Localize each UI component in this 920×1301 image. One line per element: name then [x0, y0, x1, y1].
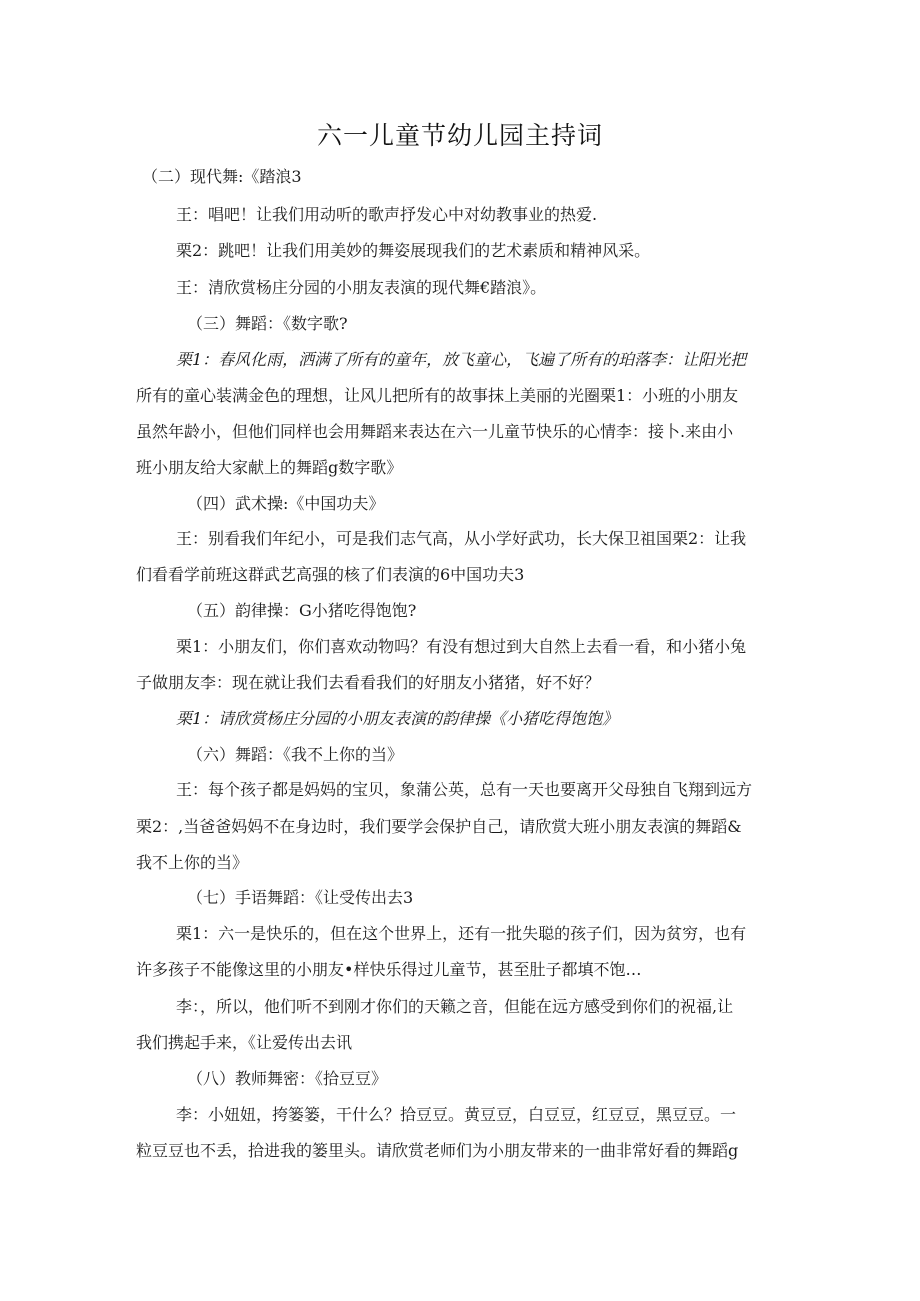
paragraph-line: 李：小妞妞，挎篓篓，干什么？拾豆豆。黄豆豆，白豆豆，红豆豆，黑豆豆。一 — [176, 1105, 737, 1124]
paragraph-line: 们看看学前班这群武艺高强的核了们表演的6中国功夫3 — [136, 565, 525, 584]
section-heading: （六）舞蹈：《我不上你的当》 — [187, 745, 404, 764]
paragraph-line: 我们携起手来，《让爱传出去讯 — [136, 1033, 353, 1052]
paragraph-line: 王：别看我们年纪小，可是我们志气高，从小学好武功，长大保卫祖国栗2：让我 — [176, 529, 747, 548]
paragraph-line: 王：唱吧！让我们用动听的歌声抒发心中对幼教事业的热爱. — [176, 205, 598, 224]
paragraph-line: 粒豆豆也不丢，拾进我的篓里头。请欣赏老师们为小朋友带来的一曲非常好看的舞蹈g — [136, 1141, 739, 1160]
paragraph-line: 虽然年龄小，但他们同样也会用舞蹈来表达在六一儿童节快乐的心情李：接卜.来由小 — [136, 422, 734, 441]
paragraph-line: 栗1：六一是快乐的，但在这个世界上，还有一批失聪的孩子们，因为贫穷，也有 — [176, 924, 747, 943]
paragraph-line: 栗2：跳吧！让我们用美妙的舞姿展现我们的艺术素质和精神风采。 — [176, 241, 651, 260]
paragraph-line: 栗1：小朋友们，你们喜欢动物吗？有没有想过到大自然上去看一看，和小猪小兔 — [176, 637, 747, 656]
paragraph-line: 李：，所以，他们听不到刚才你们的天籁之音，但能在远方感受到你们的祝福,让 — [176, 997, 734, 1016]
section-heading: （八）教师舞密：《拾豆豆》 — [187, 1069, 388, 1088]
paragraph-line: 王：清欣赏杨庄分园的小朋友表演的现代舞€踏浪》。 — [176, 278, 547, 297]
section-heading: （五）韵律操：G小猪吃得饱饱? — [187, 601, 417, 620]
paragraph-line: 栗1：春风化雨，洒满了所有的童年，放飞童心，飞遍了所有的珀落李：让阳光把 — [176, 350, 747, 369]
document-title: 六一儿童节幼儿园主持词 — [316, 121, 603, 150]
paragraph-line: 班小朋友给大家献上的舞蹈g数字歌》 — [136, 458, 403, 477]
paragraph-line: 王：每个孩子都是妈妈的宝贝，象蒲公英，总有一天也要离开父母独自飞翔到远方 — [176, 780, 753, 799]
paragraph-line: 栗2：,当爸爸妈妈不在身边时，我们要学会保护自己，请欣赏大班小朋友表演的舞蹈& — [136, 817, 742, 836]
paragraph-line: 栗1：请欣赏杨庄分园的小朋友表演的韵律操《小猪吃得饱饱》 — [176, 709, 619, 728]
paragraph-line: 我不上你的当》 — [136, 853, 249, 872]
section-heading: （四）武术操:《中国功夫》 — [187, 494, 385, 513]
section-heading: （三）舞蹈：《数字歌? — [187, 314, 348, 333]
paragraph-line: 所有的童心装满金色的理想，让风儿把所有的故事抹上美丽的光圈栗1：小班的小朋友 — [136, 386, 739, 405]
paragraph-line: 子做朋友李：现在就让我们去看看我们的好朋友小猪猪，好不好？ — [136, 673, 601, 692]
paragraph-line: 许多孩子不能像这里的小朋友•样快乐得过儿童节，甚至肚子都填不饱… — [136, 960, 642, 979]
section-heading: （七）手语舞蹈：《让受传出去3 — [187, 888, 414, 907]
section-heading: （二）现代舞:《踏浪3 — [142, 167, 302, 186]
